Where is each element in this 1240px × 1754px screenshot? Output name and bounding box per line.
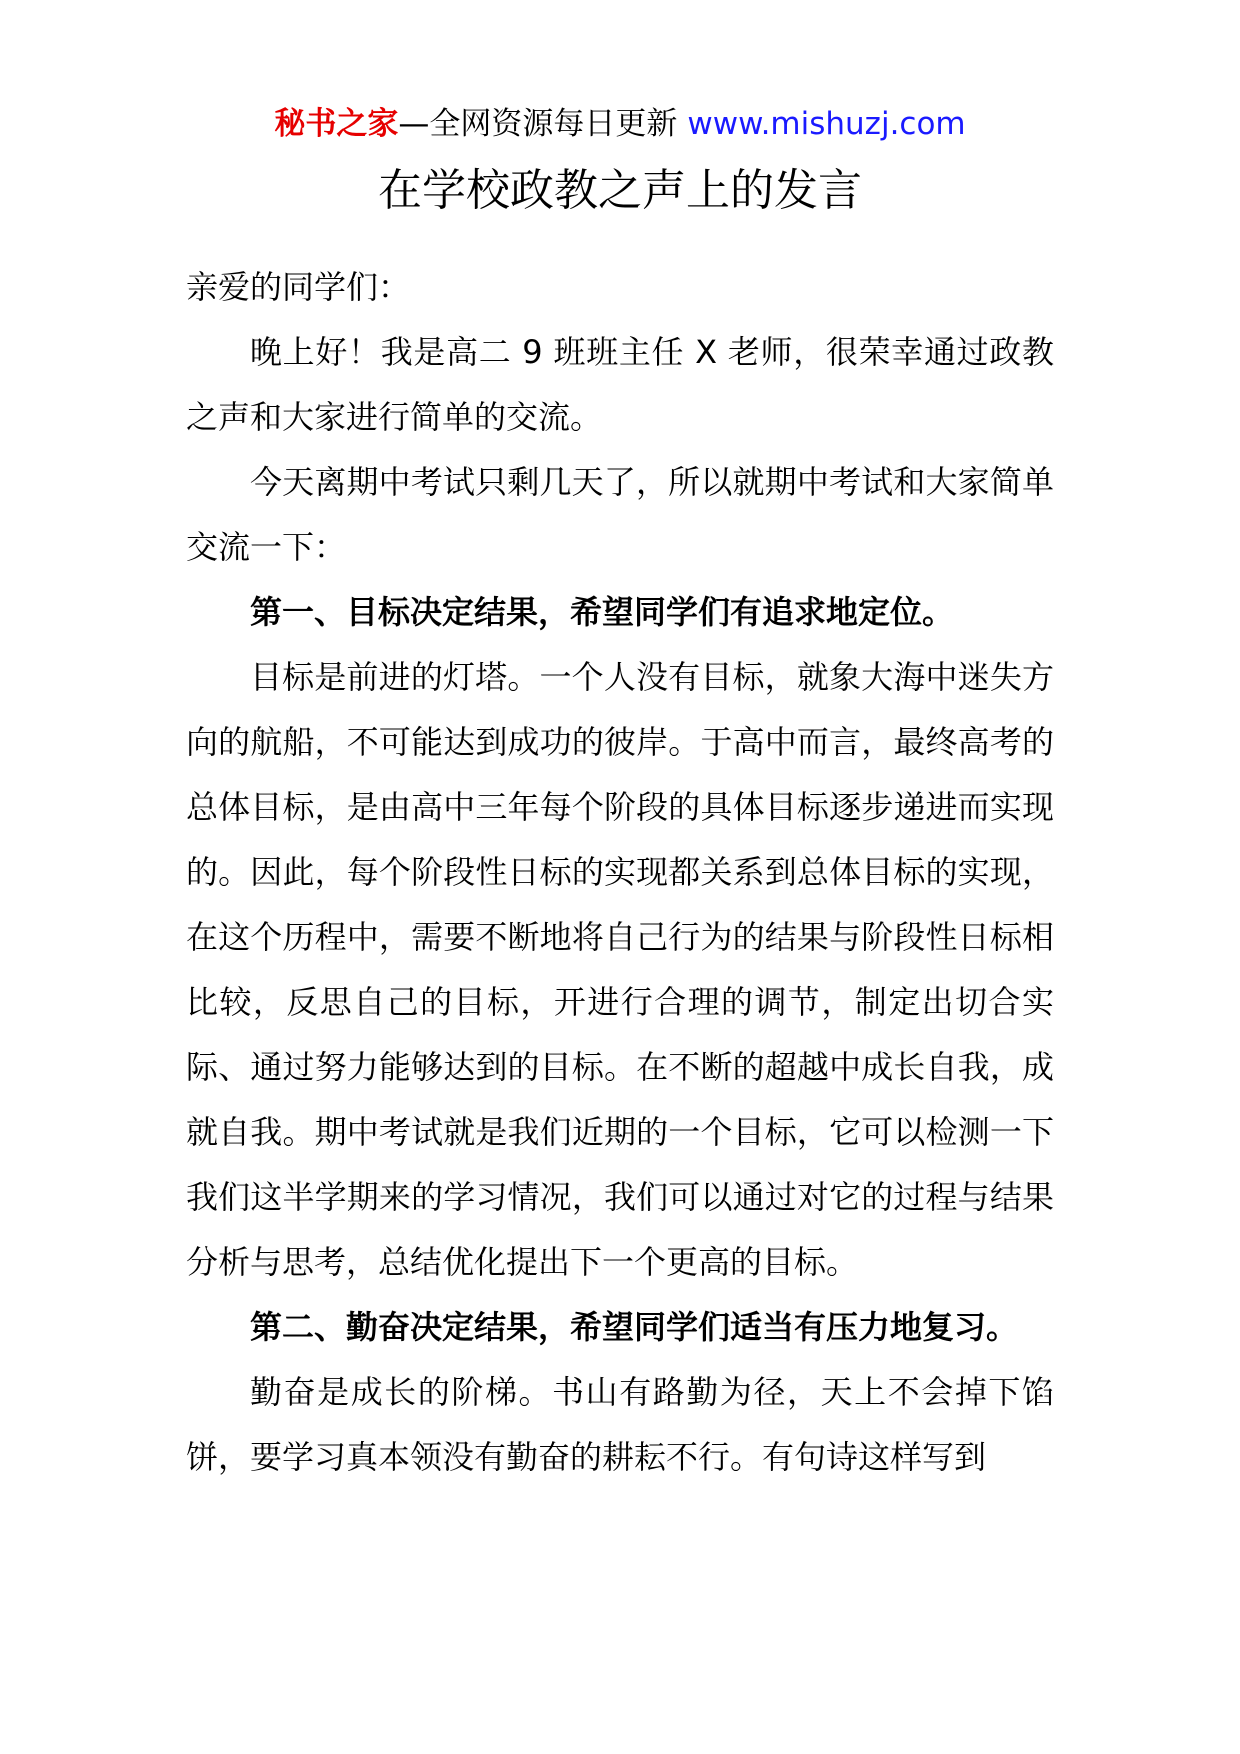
document-body [186,255,1054,1490]
salutation: 亲爱的同学们： [186,268,411,306]
header-tagline: —全网资源每日更新 [398,106,678,142]
brand-name: 秘书之家 [274,106,399,142]
paragraph-greeting: 晚上好！我是高二 9 班班主任 X 老师，很荣幸通过政教之声和大家进行简单的交流。 [186,333,1054,436]
paragraph-intro: 今天离期中考试只剩几天了，所以就期中考试和大家简单交流一下： [186,463,1054,566]
document-title: 在学校政教之声上的发言 [378,165,862,216]
site-url-link[interactable]: www.mishuzj.com [687,106,966,142]
paragraph-section-2: 勤奋是成长的阶梯。书山有路勤为径，天上不会掉下馅饼，要学习真本领没有勤奋的耕耘不行。有句诗这样写到 [186,1373,1054,1476]
site-header [0,102,1240,146]
section-heading-1: 第一、目标决定结果，希望同学们有追求地定位。 [250,593,955,631]
paragraph-section-1: 目标是前进的灯塔。一个人没有目标，就象大海中迷失方向的航船，不可能达到成功的彼岸。于高中而言，最终高考的总体目标，是由高中三年每个阶段的具体目标逐步递进而实现的。因此，每个阶段性日标的实现都关系到总体目标的实现，在这个历程中，需要不断地将自己行为的结果与阶段性日标相比较，反思自己的目标，开进行合理的调节，制定出切合实际、通过努力能够达到的目标。在不断的超越中成长自我，成就自我。期中考试就是我们近期的一个目标，它可以检测一下我们这半学期来的学习情况，我们可以通过对它的过程与结果分析与思考，总结优化提出下一个更高的目标。 [186,658,1054,1281]
section-heading-2: 第二、勤奋决定结果，希望同学们适当有压力地复习。 [250,1308,1019,1346]
